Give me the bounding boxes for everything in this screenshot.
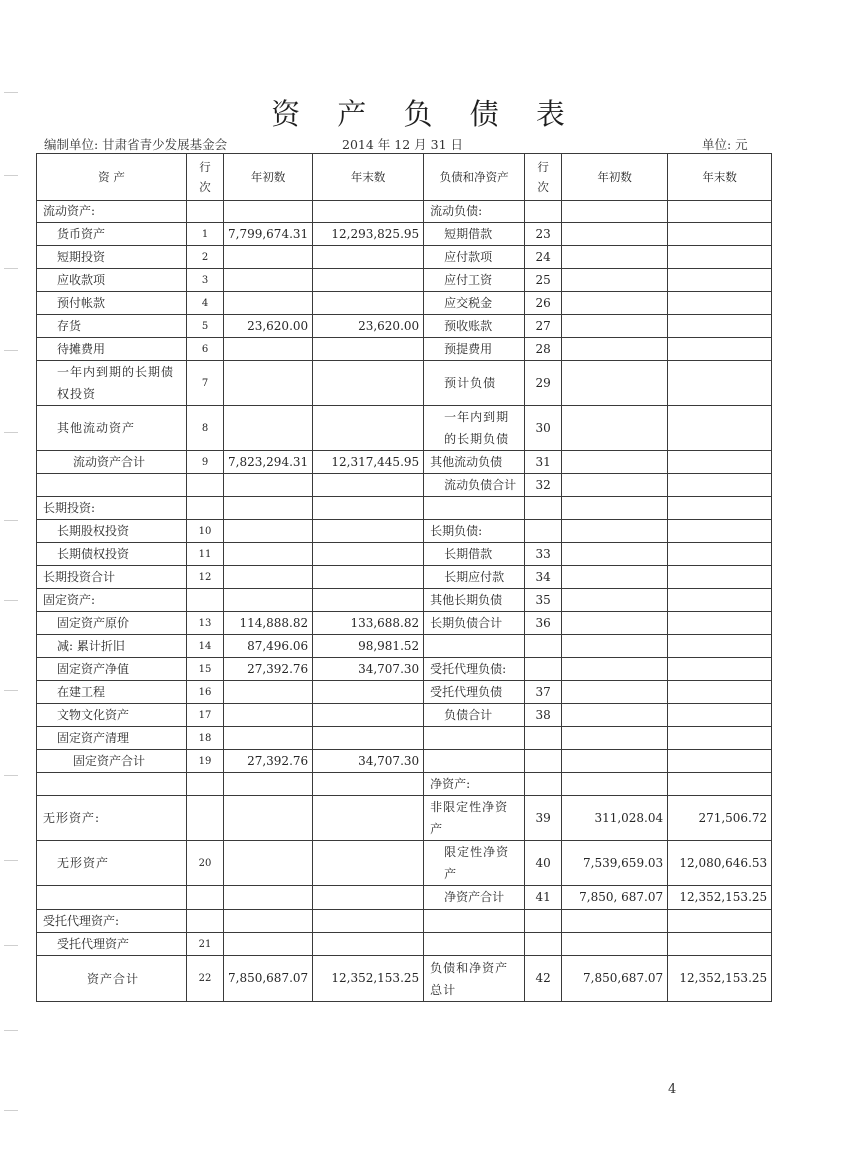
asset-end-value-cell (313, 474, 424, 497)
document-title: 资 产 负 债 表 (271, 97, 579, 131)
liability-begin-value-cell (562, 406, 668, 451)
liability-name-cell: 负债合计 (424, 704, 525, 727)
table-row (37, 292, 772, 315)
liability-end-value-cell (668, 246, 772, 269)
liability-begin-value-cell (562, 750, 668, 773)
asset-line-no-cell: 16 (187, 681, 224, 704)
asset-end-value-cell (313, 773, 424, 796)
asset-begin-value-cell (224, 361, 313, 406)
asset-begin-value-cell: 7,823,294.31 (224, 451, 313, 474)
asset-end-value-cell: 12,352,153.25 (313, 956, 424, 1002)
table-row (37, 269, 772, 292)
liability-name-cell: 限定性净资产 (424, 841, 525, 886)
asset-begin-value-cell (224, 886, 313, 910)
liability-begin-value-cell (562, 361, 668, 406)
liability-name-cell: 预计负债 (424, 361, 525, 406)
liability-end-value-cell (668, 681, 772, 704)
liability-begin-value-cell: 7,850,687.07 (562, 956, 668, 1002)
liability-line-no-cell: 30 (525, 406, 562, 451)
liability-line-no-cell (525, 658, 562, 681)
liability-name-cell: 一年内到期的长期负债 (424, 406, 525, 451)
liability-begin-value-cell (562, 658, 668, 681)
asset-end-value-cell: 34,707.30 (313, 750, 424, 773)
asset-begin-value-cell (224, 841, 313, 886)
table-row (37, 566, 772, 589)
col-assets-header: 资 产 (37, 154, 187, 201)
asset-line-no-cell (187, 796, 224, 841)
liability-name-cell (424, 933, 525, 956)
asset-line-no-cell: 19 (187, 750, 224, 773)
liability-end-value-cell (668, 474, 772, 497)
asset-end-value-cell (313, 796, 424, 841)
liability-begin-value-cell (562, 338, 668, 361)
liability-line-no-cell (525, 933, 562, 956)
header-row (37, 154, 772, 201)
asset-begin-value-cell (224, 681, 313, 704)
asset-line-no-cell: 22 (187, 956, 224, 1002)
asset-line-no-cell: 18 (187, 727, 224, 750)
liability-name-cell: 负债和净资产总计 (424, 956, 525, 1002)
liability-line-no-cell (525, 910, 562, 933)
liability-begin-value-cell (562, 612, 668, 635)
liability-line-no-cell (525, 201, 562, 223)
liability-end-value-cell (668, 201, 772, 223)
asset-name-cell: 预付帐款 (37, 292, 187, 315)
liability-name-cell: 受托代理负债 (424, 681, 525, 704)
liability-end-value-cell: 12,080,646.53 (668, 841, 772, 886)
asset-name-cell: 应收款项 (37, 269, 187, 292)
asset-line-no-cell: 9 (187, 451, 224, 474)
asset-name-cell (37, 886, 187, 910)
asset-name-cell: 受托代理资产 (37, 933, 187, 956)
asset-begin-value-cell (224, 704, 313, 727)
asset-end-value-cell (313, 704, 424, 727)
col-end-header: 年末数 (313, 154, 424, 201)
liability-end-value-cell (668, 520, 772, 543)
liability-begin-value-cell (562, 292, 668, 315)
liability-line-no-cell (525, 635, 562, 658)
asset-end-value-cell: 23,620.00 (313, 315, 424, 338)
asset-begin-value-cell (224, 933, 313, 956)
liability-end-value-cell (668, 543, 772, 566)
edge-mark (4, 432, 18, 433)
liability-end-value-cell (668, 612, 772, 635)
liability-end-value-cell (668, 910, 772, 933)
liability-name-cell (424, 750, 525, 773)
asset-name-cell: 流动资产合计 (37, 451, 187, 474)
asset-name-cell (37, 474, 187, 497)
edge-mark (4, 775, 18, 776)
unit-label: 单位: 元 (702, 137, 748, 152)
asset-begin-value-cell (224, 727, 313, 750)
asset-name-cell: 固定资产原价 (37, 612, 187, 635)
asset-end-value-cell (313, 566, 424, 589)
table-row (37, 910, 772, 933)
asset-begin-value-cell: 23,620.00 (224, 315, 313, 338)
table-row (37, 451, 772, 474)
asset-begin-value-cell: 7,799,674.31 (224, 223, 313, 246)
asset-line-no-cell (187, 886, 224, 910)
asset-begin-value-cell (224, 520, 313, 543)
asset-end-value-cell (313, 201, 424, 223)
liability-name-cell: 短期借款 (424, 223, 525, 246)
col-liabilities-header: 负债和净资产 (424, 154, 525, 201)
liability-begin-value-cell (562, 246, 668, 269)
liability-end-value-cell (668, 658, 772, 681)
asset-end-value-cell (313, 727, 424, 750)
asset-end-value-cell (313, 933, 424, 956)
liability-begin-value-cell (562, 315, 668, 338)
asset-begin-value-cell (224, 246, 313, 269)
liability-begin-value-cell (562, 497, 668, 520)
table-row (37, 612, 772, 635)
asset-line-no-cell: 17 (187, 704, 224, 727)
liability-end-value-cell (668, 497, 772, 520)
liability-name-cell: 其他长期负债 (424, 589, 525, 612)
asset-begin-value-cell (224, 543, 313, 566)
liability-begin-value-cell (562, 520, 668, 543)
liability-name-cell: 应交税金 (424, 292, 525, 315)
table-row (37, 727, 772, 750)
table-row (37, 635, 772, 658)
asset-line-no-cell (187, 201, 224, 223)
liability-end-value-cell (668, 704, 772, 727)
asset-end-value-cell: 12,317,445.95 (313, 451, 424, 474)
edge-mark (4, 1030, 18, 1031)
edge-mark (4, 175, 18, 176)
asset-begin-value-cell: 7,850,687.07 (224, 956, 313, 1002)
liability-line-no-cell: 38 (525, 704, 562, 727)
asset-name-cell: 资产合计 (37, 956, 187, 1002)
liability-line-no-cell (525, 773, 562, 796)
liability-name-cell: 流动负债: (424, 201, 525, 223)
asset-end-value-cell (313, 338, 424, 361)
liability-end-value-cell: 271,506.72 (668, 796, 772, 841)
liability-line-no-cell: 25 (525, 269, 562, 292)
asset-end-value-cell (313, 543, 424, 566)
liability-name-cell: 受托代理负债: (424, 658, 525, 681)
table-row (37, 933, 772, 956)
asset-name-cell: 无形资产: (37, 796, 187, 841)
edge-mark (4, 350, 18, 351)
table-row (37, 543, 772, 566)
liability-end-value-cell: 12,352,153.25 (668, 886, 772, 910)
asset-begin-value-cell (224, 589, 313, 612)
table-row (37, 201, 772, 223)
asset-line-no-cell (187, 910, 224, 933)
asset-name-cell: 长期股权投资 (37, 520, 187, 543)
liability-begin-value-cell (562, 681, 668, 704)
liability-end-value-cell (668, 589, 772, 612)
liability-begin-value-cell (562, 704, 668, 727)
asset-line-no-cell: 13 (187, 612, 224, 635)
table-row (37, 589, 772, 612)
liability-line-no-cell (525, 750, 562, 773)
table-row (37, 406, 772, 451)
asset-begin-value-cell (224, 406, 313, 451)
liability-end-value-cell (668, 566, 772, 589)
asset-line-no-cell: 1 (187, 223, 224, 246)
table-row (37, 246, 772, 269)
asset-name-cell: 货币资产 (37, 223, 187, 246)
page-number: 4 (668, 1082, 677, 1097)
asset-name-cell: 固定资产合计 (37, 750, 187, 773)
liability-end-value-cell (668, 406, 772, 451)
liability-end-value-cell (668, 315, 772, 338)
asset-begin-value-cell: 27,392.76 (224, 750, 313, 773)
liability-line-no-cell: 41 (525, 886, 562, 910)
asset-line-no-cell (187, 589, 224, 612)
table-row (37, 796, 772, 841)
liability-end-value-cell (668, 338, 772, 361)
col-end-header-2: 年末数 (668, 154, 772, 201)
scan-left-edge (0, 0, 28, 1169)
liability-end-value-cell (668, 269, 772, 292)
asset-begin-value-cell (224, 338, 313, 361)
liability-line-no-cell: 32 (525, 474, 562, 497)
table-row (37, 841, 772, 886)
liability-begin-value-cell (562, 589, 668, 612)
table-row (37, 361, 772, 406)
liability-begin-value-cell (562, 201, 668, 223)
asset-line-no-cell: 21 (187, 933, 224, 956)
liability-line-no-cell (525, 520, 562, 543)
edge-mark (4, 945, 18, 946)
asset-line-no-cell: 11 (187, 543, 224, 566)
liability-begin-value-cell (562, 727, 668, 750)
edge-mark (4, 600, 18, 601)
asset-end-value-cell: 133,688.82 (313, 612, 424, 635)
liability-line-no-cell (525, 497, 562, 520)
asset-line-no-cell: 14 (187, 635, 224, 658)
asset-name-cell: 在建工程 (37, 681, 187, 704)
asset-end-value-cell (313, 246, 424, 269)
edge-mark (4, 268, 18, 269)
asset-name-cell: 一年内到期的长期债权投资 (37, 361, 187, 406)
liability-line-no-cell: 26 (525, 292, 562, 315)
liability-end-value-cell (668, 223, 772, 246)
liability-name-cell: 其他流动负债 (424, 451, 525, 474)
liability-line-no-cell: 39 (525, 796, 562, 841)
asset-name-cell: 减: 累计折旧 (37, 635, 187, 658)
asset-end-value-cell (313, 841, 424, 886)
liability-begin-value-cell: 7,850, 687.07 (562, 886, 668, 910)
liability-begin-value-cell: 311,028.04 (562, 796, 668, 841)
asset-begin-value-cell (224, 773, 313, 796)
liability-name-cell: 应付工资 (424, 269, 525, 292)
liability-name-cell (424, 727, 525, 750)
asset-end-value-cell: 34,707.30 (313, 658, 424, 681)
asset-end-value-cell (313, 520, 424, 543)
asset-end-value-cell (313, 681, 424, 704)
asset-name-cell: 长期投资: (37, 497, 187, 520)
asset-line-no-cell (187, 497, 224, 520)
org-label: 编制单位: 甘肃省青少发展基金会 (44, 137, 228, 152)
liability-line-no-cell: 42 (525, 956, 562, 1002)
liability-line-no-cell: 23 (525, 223, 562, 246)
asset-line-no-cell: 2 (187, 246, 224, 269)
liability-name-cell: 净资产合计 (424, 886, 525, 910)
asset-name-cell: 固定资产清理 (37, 727, 187, 750)
asset-name-cell: 短期投资 (37, 246, 187, 269)
liability-name-cell: 长期借款 (424, 543, 525, 566)
report-date: 2014 年 12 月 31 日 (342, 137, 463, 152)
table-row (37, 956, 772, 1002)
edge-mark (4, 520, 18, 521)
table-row (37, 773, 772, 796)
liability-line-no-cell: 34 (525, 566, 562, 589)
liability-begin-value-cell (562, 773, 668, 796)
asset-begin-value-cell: 27,392.76 (224, 658, 313, 681)
liability-name-cell: 预提费用 (424, 338, 525, 361)
table-row (37, 681, 772, 704)
asset-end-value-cell: 98,981.52 (313, 635, 424, 658)
liability-begin-value-cell (562, 223, 668, 246)
asset-begin-value-cell (224, 292, 313, 315)
edge-mark (4, 860, 18, 861)
liability-begin-value-cell (562, 474, 668, 497)
asset-line-no-cell (187, 773, 224, 796)
liability-line-no-cell: 33 (525, 543, 562, 566)
asset-name-cell: 长期投资合计 (37, 566, 187, 589)
liability-begin-value-cell (562, 933, 668, 956)
liability-name-cell (424, 497, 525, 520)
liability-line-no-cell: 37 (525, 681, 562, 704)
asset-name-cell: 固定资产净值 (37, 658, 187, 681)
liability-begin-value-cell (562, 451, 668, 474)
asset-name-cell: 无形资产 (37, 841, 187, 886)
asset-begin-value-cell (224, 497, 313, 520)
liability-end-value-cell (668, 727, 772, 750)
liability-name-cell: 长期负债: (424, 520, 525, 543)
asset-end-value-cell (313, 292, 424, 315)
liability-begin-value-cell (562, 269, 668, 292)
asset-line-no-cell: 8 (187, 406, 224, 451)
liability-line-no-cell: 36 (525, 612, 562, 635)
asset-name-cell: 文物文化资产 (37, 704, 187, 727)
col-line-no-header: 行次 (187, 154, 224, 201)
liability-name-cell (424, 635, 525, 658)
asset-name-cell: 固定资产: (37, 589, 187, 612)
liability-end-value-cell (668, 750, 772, 773)
table-row (37, 704, 772, 727)
liability-line-no-cell: 27 (525, 315, 562, 338)
asset-name-cell: 流动资产: (37, 201, 187, 223)
table-row (37, 338, 772, 361)
asset-name-cell: 长期债权投资 (37, 543, 187, 566)
asset-line-no-cell: 10 (187, 520, 224, 543)
asset-begin-value-cell (224, 910, 313, 933)
liability-end-value-cell (668, 933, 772, 956)
table-row (37, 658, 772, 681)
liability-line-no-cell: 28 (525, 338, 562, 361)
asset-line-no-cell: 5 (187, 315, 224, 338)
edge-mark (4, 1110, 18, 1111)
table-row (37, 750, 772, 773)
liability-end-value-cell (668, 361, 772, 406)
liability-line-no-cell: 35 (525, 589, 562, 612)
liability-begin-value-cell (562, 566, 668, 589)
col-line-no-header-2: 行次 (525, 154, 562, 201)
asset-end-value-cell (313, 269, 424, 292)
asset-begin-value-cell (224, 796, 313, 841)
liability-name-cell: 长期应付款 (424, 566, 525, 589)
liability-line-no-cell (525, 727, 562, 750)
asset-end-value-cell (313, 589, 424, 612)
liability-name-cell: 净资产: (424, 773, 525, 796)
liability-name-cell: 长期负债合计 (424, 612, 525, 635)
liability-name-cell: 应付款项 (424, 246, 525, 269)
asset-name-cell: 待摊费用 (37, 338, 187, 361)
liability-end-value-cell (668, 451, 772, 474)
asset-begin-value-cell: 114,888.82 (224, 612, 313, 635)
liability-end-value-cell (668, 635, 772, 658)
asset-end-value-cell (313, 497, 424, 520)
asset-end-value-cell: 12,293,825.95 (313, 223, 424, 246)
balance-sheet-table (36, 153, 772, 1002)
col-begin-header-2: 年初数 (562, 154, 668, 201)
liability-end-value-cell (668, 292, 772, 315)
table-row (37, 520, 772, 543)
edge-mark (4, 690, 18, 691)
asset-line-no-cell: 6 (187, 338, 224, 361)
table-row (37, 886, 772, 910)
liability-end-value-cell: 12,352,153.25 (668, 956, 772, 1002)
table-row (37, 315, 772, 338)
asset-name-cell (37, 773, 187, 796)
asset-end-value-cell (313, 361, 424, 406)
liability-line-no-cell: 40 (525, 841, 562, 886)
asset-line-no-cell: 12 (187, 566, 224, 589)
liability-line-no-cell: 31 (525, 451, 562, 474)
asset-begin-value-cell (224, 201, 313, 223)
liability-name-cell: 非限定性净资产 (424, 796, 525, 841)
liability-begin-value-cell: 7,539,659.03 (562, 841, 668, 886)
liability-name-cell (424, 910, 525, 933)
asset-line-no-cell (187, 474, 224, 497)
asset-end-value-cell (313, 886, 424, 910)
asset-begin-value-cell (224, 566, 313, 589)
asset-line-no-cell: 4 (187, 292, 224, 315)
asset-name-cell: 受托代理资产: (37, 910, 187, 933)
asset-end-value-cell (313, 406, 424, 451)
asset-begin-value-cell (224, 474, 313, 497)
asset-name-cell: 其他流动资产 (37, 406, 187, 451)
asset-line-no-cell: 15 (187, 658, 224, 681)
liability-line-no-cell: 24 (525, 246, 562, 269)
liability-name-cell: 流动负债合计 (424, 474, 525, 497)
liability-begin-value-cell (562, 635, 668, 658)
asset-begin-value-cell: 87,496.06 (224, 635, 313, 658)
asset-end-value-cell (313, 910, 424, 933)
table-row (37, 497, 772, 520)
liability-name-cell: 预收账款 (424, 315, 525, 338)
table-row (37, 223, 772, 246)
liability-begin-value-cell (562, 543, 668, 566)
asset-begin-value-cell (224, 269, 313, 292)
table-row (37, 474, 772, 497)
liability-line-no-cell: 29 (525, 361, 562, 406)
liability-end-value-cell (668, 773, 772, 796)
col-begin-header: 年初数 (224, 154, 313, 201)
liability-begin-value-cell (562, 910, 668, 933)
asset-line-no-cell: 20 (187, 841, 224, 886)
asset-name-cell: 存货 (37, 315, 187, 338)
asset-line-no-cell: 3 (187, 269, 224, 292)
asset-line-no-cell: 7 (187, 361, 224, 406)
